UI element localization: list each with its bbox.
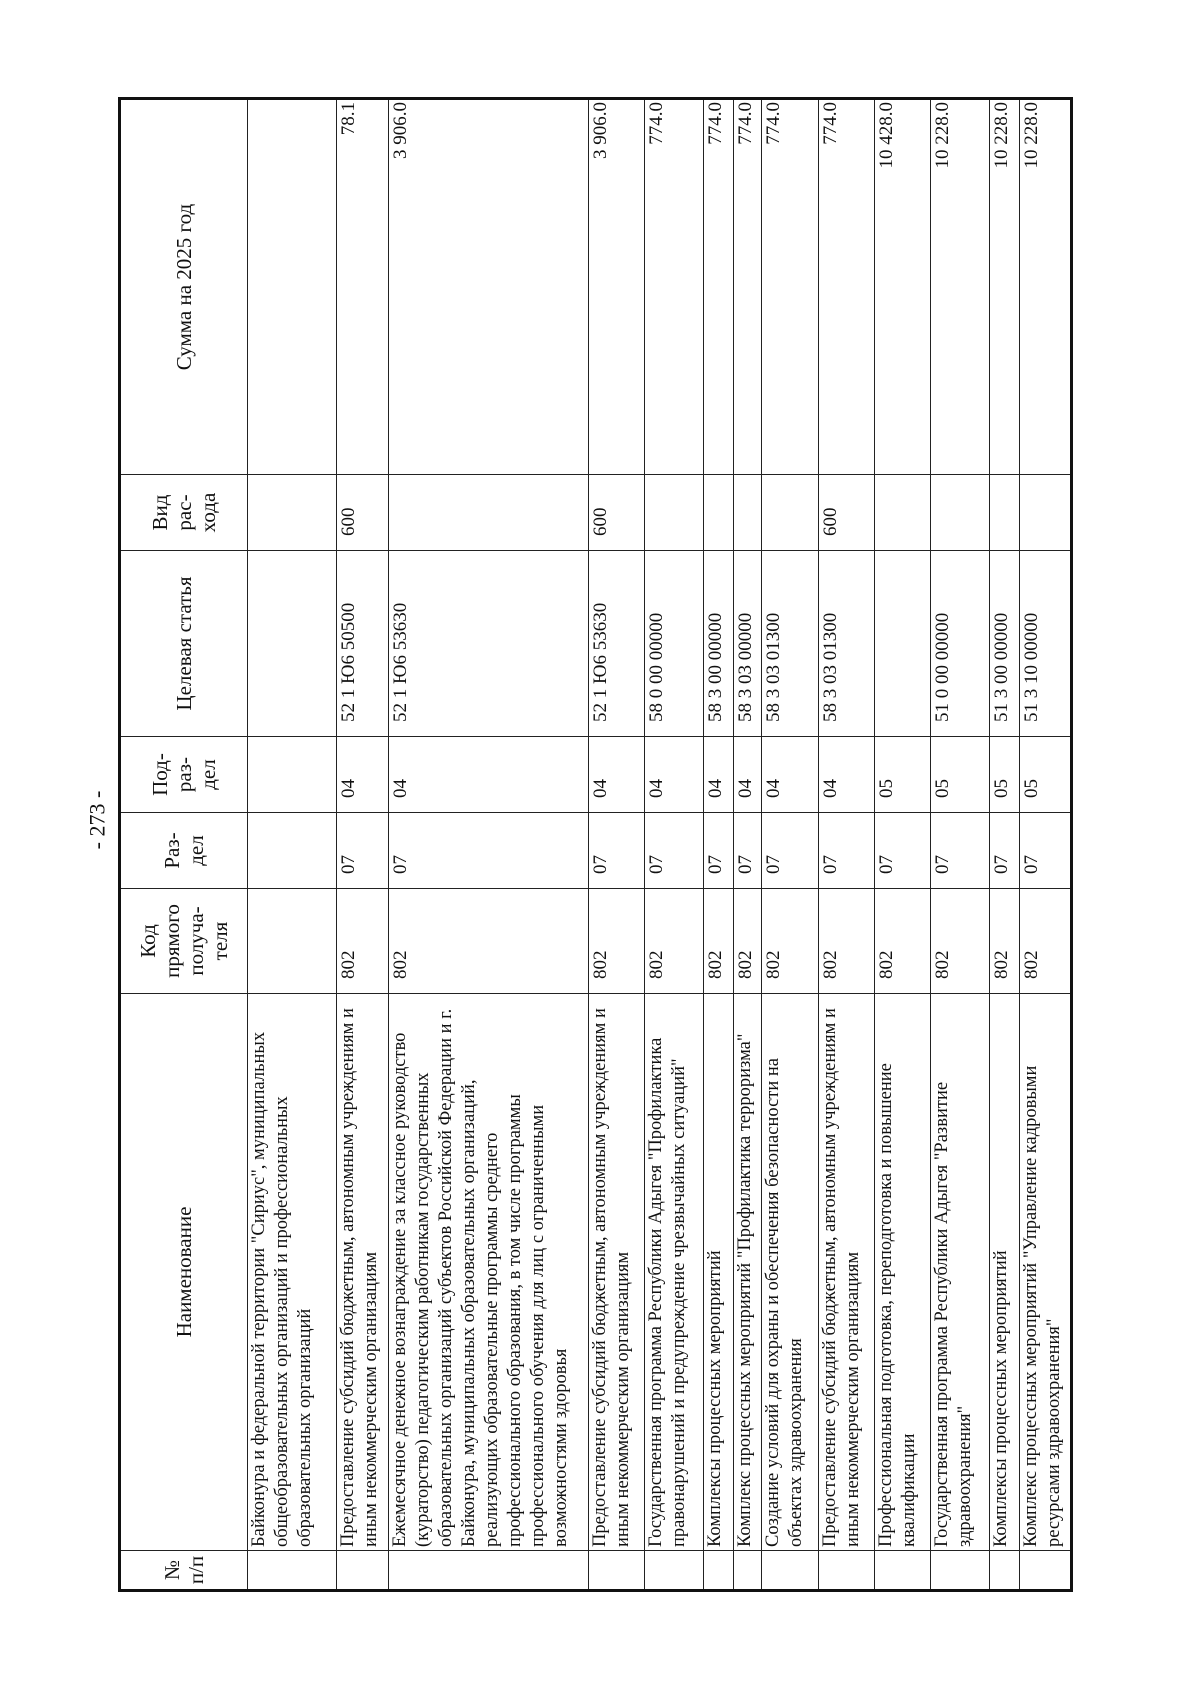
row-target: 58 0 00 00000 — [645, 551, 703, 737]
row-name: Предоставление субсидий бюджетным, автономным учреждениям и иным некоммерческим организациям — [336, 994, 388, 1551]
row-expense — [703, 475, 733, 551]
row-section: 07 — [645, 813, 703, 889]
row-amount: 774.0 — [703, 99, 733, 475]
row-target: 58 3 03 01300 — [818, 551, 874, 737]
row-amount: 774.0 — [762, 99, 818, 475]
row-recipient: 802 — [336, 889, 388, 994]
row-target: 52 1 Ю6 53630 — [388, 551, 588, 737]
header-name: Наименование — [120, 994, 248, 1551]
row-section: 07 — [874, 813, 930, 889]
table-row — [589, 99, 645, 1591]
table-row — [645, 99, 703, 1591]
row-section: 07 — [818, 813, 874, 889]
row-expense: 600 — [589, 475, 645, 551]
row-target: 52 1 Ю6 53630 — [589, 551, 645, 737]
header-subsection: Под- раз- дел — [120, 737, 248, 813]
row-amount: 3 906.0 — [589, 99, 645, 475]
row-name: Предоставление субсидий бюджетным, автономным учреждениям и иным некоммерческим организациям — [589, 994, 645, 1551]
row-section: 07 — [734, 813, 762, 889]
row-target: 51 0 00 00000 — [931, 551, 989, 737]
row-name: Государственная программа Республики Адыгея "Профилактика правонарушений и предупреждение чрезвычайных ситуаций" — [645, 994, 703, 1551]
row-target: 52 1 Ю6 50500 — [336, 551, 388, 737]
table-row — [762, 99, 818, 1591]
row-expense: 600 — [818, 475, 874, 551]
row-num — [248, 1551, 337, 1591]
table-row — [818, 99, 874, 1591]
row-subsection: 04 — [388, 737, 588, 813]
row-target — [874, 551, 930, 737]
table-row — [703, 99, 733, 1591]
table-row — [388, 99, 588, 1591]
row-name: Байконура и федеральной территории "Сириус", муниципальных общеобразовательных организаций и профессиональных образовательных организаций — [248, 994, 337, 1551]
row-expense — [989, 475, 1019, 551]
row-section: 07 — [1019, 813, 1071, 889]
row-name: Государственная программа Республики Адыгея "Развитие здравоохранения" — [931, 994, 989, 1551]
row-target: 58 3 00 00000 — [703, 551, 733, 737]
row-num — [762, 1551, 818, 1591]
row-name: Комплексы процессных мероприятий — [989, 994, 1019, 1551]
header-expense: Вид рас- хода — [120, 475, 248, 551]
row-subsection: 04 — [336, 737, 388, 813]
row-amount: 774.0 — [818, 99, 874, 475]
header-amount: Сумма на 2025 год — [120, 99, 248, 475]
row-subsection: 05 — [989, 737, 1019, 813]
row-subsection: 05 — [874, 737, 930, 813]
row-subsection: 04 — [818, 737, 874, 813]
row-amount: 774.0 — [734, 99, 762, 475]
row-section: 07 — [931, 813, 989, 889]
row-name: Комплекс процессных мероприятий "Профилактика терроризма" — [734, 994, 762, 1551]
row-name: Комплексы процессных мероприятий — [703, 994, 733, 1551]
row-expense: 600 — [336, 475, 388, 551]
row-num — [336, 1551, 388, 1591]
row-num — [818, 1551, 874, 1591]
row-subsection: 04 — [734, 737, 762, 813]
header-recipient: Код прямого получа- теля — [120, 889, 248, 994]
row-amount: 774.0 — [645, 99, 703, 475]
row-section: 07 — [703, 813, 733, 889]
row-num — [874, 1551, 930, 1591]
table-row — [931, 99, 989, 1591]
row-num — [388, 1551, 588, 1591]
row-subsection: 05 — [1019, 737, 1071, 813]
header-target: Целевая статья — [120, 551, 248, 737]
table-row — [989, 99, 1019, 1591]
row-amount: 78.1 — [336, 99, 388, 475]
budget-table — [118, 97, 1073, 1592]
row-target: 51 3 00 00000 — [989, 551, 1019, 737]
row-name: Комплекс процессных мероприятий "Управление кадровыми ресурсами здравоохранения" — [1019, 994, 1071, 1551]
row-subsection — [248, 737, 337, 813]
row-subsection: 04 — [762, 737, 818, 813]
header-section: Раз- дел — [120, 813, 248, 889]
row-recipient: 802 — [1019, 889, 1071, 994]
row-expense — [762, 475, 818, 551]
row-name: Ежемесячное денежное вознаграждение за классное руководство (кураторство) педагогическим работникам государственных образовательных организаций субъектов Российской Федерации и г. Байконура, муниципальных образовательных организаций, реализующих образовательные программы среднего профессионального образования, в том числе программы профессионального обучения для лиц с ограниченными возможностями здоровья — [388, 994, 588, 1551]
row-amount: 10 428.0 — [874, 99, 930, 475]
row-name: Создание условий для охраны и обеспечения безопасности на объектах здравоохранения — [762, 994, 818, 1551]
row-recipient — [248, 889, 337, 994]
row-amount: 10 228.0 — [1019, 99, 1071, 475]
row-recipient: 802 — [645, 889, 703, 994]
row-num — [1019, 1551, 1071, 1591]
header-num: № п/п — [120, 1551, 248, 1591]
row-target: 58 3 03 01300 — [762, 551, 818, 737]
row-section: 07 — [762, 813, 818, 889]
row-num — [989, 1551, 1019, 1591]
row-target: 58 3 03 00000 — [734, 551, 762, 737]
row-amount: 3 906.0 — [388, 99, 588, 475]
row-num — [734, 1551, 762, 1591]
row-recipient: 802 — [818, 889, 874, 994]
page-number: - 273 - — [84, 790, 109, 850]
row-expense — [874, 475, 930, 551]
table-row — [1019, 99, 1071, 1591]
budget-table-rotated — [118, 100, 1073, 1592]
row-num — [645, 1551, 703, 1591]
row-section: 07 — [388, 813, 588, 889]
row-recipient: 802 — [762, 889, 818, 994]
row-recipient: 802 — [703, 889, 733, 994]
row-recipient: 802 — [989, 889, 1019, 994]
row-recipient: 802 — [388, 889, 588, 994]
row-section: 07 — [589, 813, 645, 889]
row-subsection: 04 — [589, 737, 645, 813]
row-section — [248, 813, 337, 889]
row-target — [248, 551, 337, 737]
row-amount — [248, 99, 337, 475]
row-name: Профессиональная подготовка, переподготовка и повышение квалификации — [874, 994, 930, 1551]
row-section: 07 — [989, 813, 1019, 889]
row-num — [589, 1551, 645, 1591]
row-expense — [388, 475, 588, 551]
row-expense — [734, 475, 762, 551]
row-expense — [931, 475, 989, 551]
row-section: 07 — [336, 813, 388, 889]
row-amount: 10 228.0 — [989, 99, 1019, 475]
table-row — [734, 99, 762, 1591]
table-row — [336, 99, 388, 1591]
header-row — [120, 99, 248, 1591]
row-subsection: 04 — [645, 737, 703, 813]
row-name: Предоставление субсидий бюджетным, автономным учреждениям и иным некоммерческим организациям — [818, 994, 874, 1551]
table-row — [248, 99, 337, 1591]
row-expense — [1019, 475, 1071, 551]
row-expense — [645, 475, 703, 551]
row-recipient: 802 — [734, 889, 762, 994]
row-recipient: 802 — [931, 889, 989, 994]
table-row — [874, 99, 930, 1591]
row-subsection: 05 — [931, 737, 989, 813]
row-target: 51 3 10 00000 — [1019, 551, 1071, 737]
row-expense — [248, 475, 337, 551]
row-amount: 10 228.0 — [931, 99, 989, 475]
row-subsection: 04 — [703, 737, 733, 813]
row-num — [703, 1551, 733, 1591]
row-recipient: 802 — [874, 889, 930, 994]
row-recipient: 802 — [589, 889, 645, 994]
row-num — [931, 1551, 989, 1591]
